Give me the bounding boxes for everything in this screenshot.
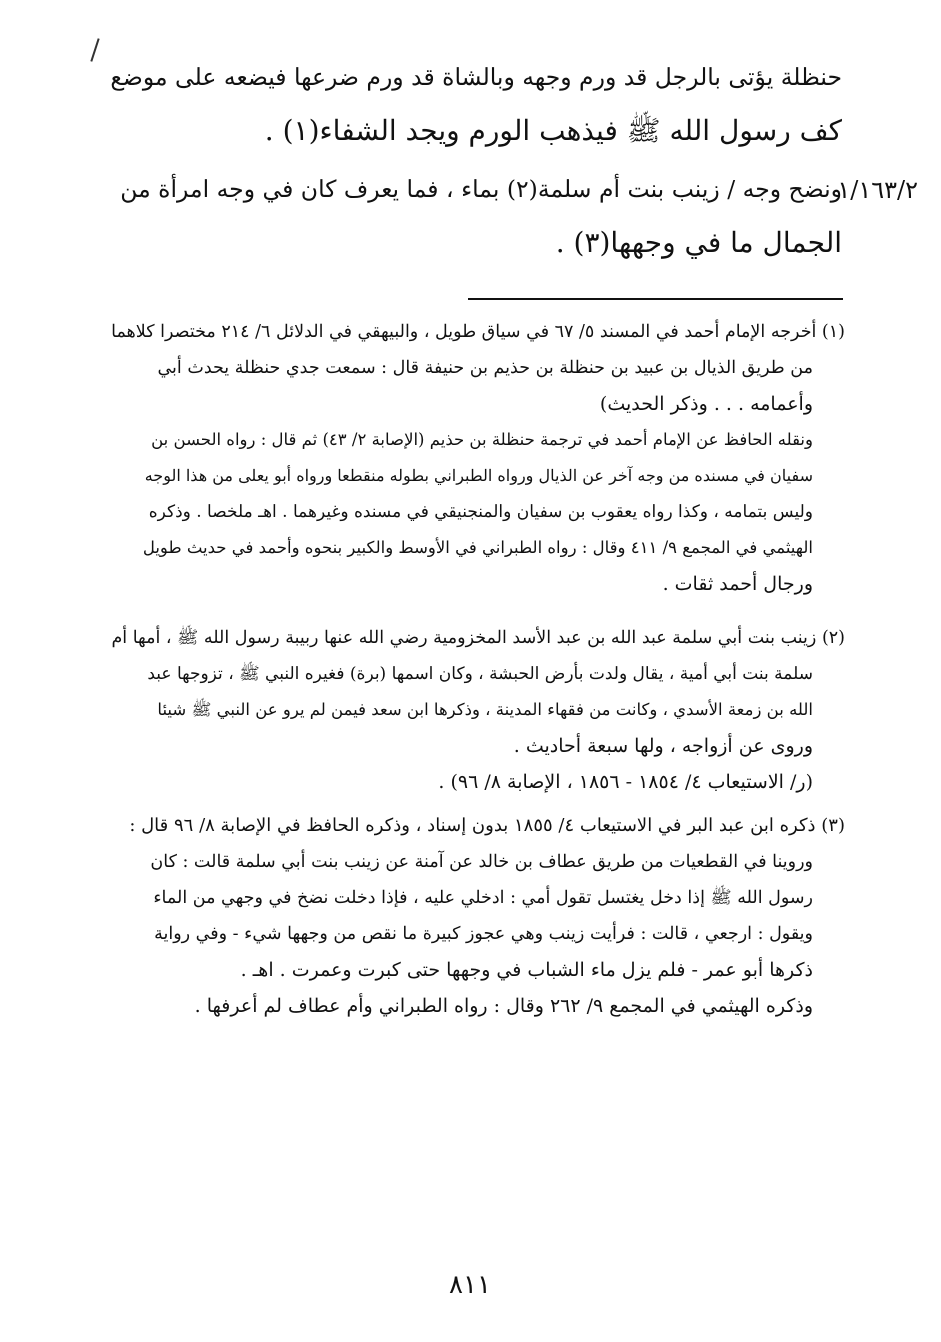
pen-mark bbox=[90, 38, 99, 61]
footnote-line: سلمة بنت أبي أمية ، يقال ولدت بأرض الحبشة ، وكان اسمها (برة) فغيره النبي ﷺ ، تزوجها عبد bbox=[147, 664, 813, 684]
footnote-line: (٣) ذكره ابن عبد البر في الاستيعاب ٤/ ١٨٥٥ بدون إسناد ، وذكره الحافظ في الإصابة ٨/ ٩٦ قال : bbox=[129, 815, 845, 836]
footnote-separator bbox=[468, 298, 843, 300]
footnote-line: وروى عن أزواجه ، ولها سبعة أحاديث . bbox=[513, 735, 813, 757]
main-text-line: حنظلة يؤتى بالرجل قد ورم وجهه وبالشاة قد ورم ضرعها فيضعه على موضع bbox=[110, 63, 842, 91]
main-text-line: ونضح وجه / زينب بنت أم سلمة(٢) بماء ، فما يعرف كان في وجه امرأة من bbox=[120, 175, 842, 203]
footnote-line: ويقول : ارجعي ، قالت : فرأيت زينب وهي عجوز كبيرة ما نقص من وجهها شيء - وفي رواية bbox=[154, 924, 813, 944]
footnote-line: ذكرها أبو عمر - فلم يزل ماء الشباب في وجهها حتى كبرت وعمرت . اهـ . bbox=[240, 959, 813, 981]
footnote-line: وأعمامه . . . وذكر الحديث) bbox=[599, 393, 813, 415]
page-number: ٨١١ bbox=[449, 1270, 491, 1300]
main-text-block-2 bbox=[106, 162, 842, 270]
footnote-2 bbox=[110, 620, 845, 800]
footnote-line: (ر/ الاستيعاب ٤/ ١٨٥٤ - ١٨٥٦ ، الإصابة ٨/ ٩٦) . bbox=[438, 771, 813, 793]
footnote-line: الله بن زمعة الأسدي ، وكانت من فقهاء المدينة ، وذكرها ابن سعد فيمن لم يرو عن النبي ﷺ شيئا bbox=[157, 700, 813, 719]
footnote-line: رسول الله ﷺ إذا دخل يغتسل تقول أمي : ادخلي عليه ، فإذا دخلت نضخ في وجهي من الماء bbox=[153, 888, 813, 908]
footnote-line: ورجال أحمد ثقات . bbox=[662, 573, 813, 595]
footnote-line: وروينا في القطعيات من طريق عطاف بن خالد عن آمنة عن زينب بنت أبي سلمة قالت : كان bbox=[150, 852, 813, 872]
footnote-line: الهيثمي في المجمع ٩/ ٤١١ وقال : رواه الطبراني في الأوسط والكبير بنحوه وأحمد في حديث طويل bbox=[142, 538, 813, 557]
footnote-line: (١) أخرجه الإمام أحمد في المسند ٥/ ٦٧ في سياق طويل ، والبيهقي في الدلائل ٦/ ٢١٤ مختصرا كلاهما bbox=[111, 322, 845, 342]
footnote-line: سفيان في مسنده من وجه آخر عن الذيال ورواه الطبراني بطوله منقطعا ورواه أبو يعلى من هذا الوجه bbox=[144, 466, 813, 485]
footnote-line: من طريق الذيال بن عبيد بن حنظلة بن حذيم بن حنيفة قال : سمعت جدي حنظلة يحدث أبي bbox=[157, 358, 813, 378]
main-text-block-1 bbox=[106, 50, 842, 158]
footnote-line: وليس بتمامه ، وكذا رواه يعقوب بن سفيان والمنجنيقي في مسنده وغيرهما . اهـ ملخصا . وذكره bbox=[148, 502, 813, 522]
footnote-line: وذكره الهيثمي في المجمع ٩/ ٢٦٢ وقال : رواه الطبراني وأم عطاف لم أعرفها . bbox=[194, 995, 813, 1017]
footnote-1 bbox=[110, 314, 845, 602]
footnote-3 bbox=[110, 808, 845, 1024]
footnote-line: ونقله الحافظ عن الإمام أحمد في ترجمة حنظلة بن حذيم (الإصابة ٢/ ٤٣) ثم قال : رواه الحسن بن bbox=[151, 430, 813, 449]
main-text-line: الجمال ما في وجهها(٣) . bbox=[555, 226, 842, 259]
marginal-reference: ١/١٦٣/٢ bbox=[837, 176, 918, 204]
footnote-line: (٢) زينب بنت أبي سلمة عبد الله بن عبد الأسد المخزومية رضي الله عنها ربيبة رسول الله ﷺ ، أمها أم bbox=[111, 628, 845, 648]
main-text-line: كف رسول الله ﷺ فيذهب الورم ويجد الشفاء(١) . bbox=[264, 114, 842, 147]
